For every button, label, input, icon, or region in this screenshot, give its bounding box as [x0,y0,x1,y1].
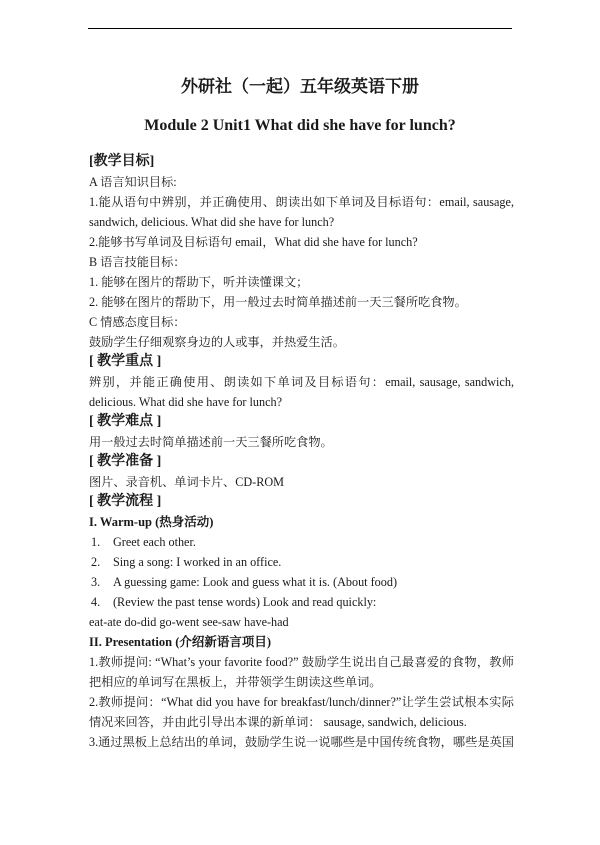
objective-b2: 2. 能够在图片的帮助下，用一般过去时简单描述前一天三餐所吃食物。 [89,295,467,309]
warmup-heading: I. Warm-up (热身活动) [89,515,214,529]
objective-b-label: B 语言技能目标： [89,255,186,269]
key-points-line2: delicious. What did she have for lunch? [89,395,283,409]
warmup-item-4-number: 4. [91,595,101,609]
warmup-item-3 [89,572,514,592]
objectives-heading: [教学目标] [89,154,155,169]
objective-c-label: C 情感态度目标： [89,315,186,329]
presentation-1-line2: 把相应的单词写在黑板上，并带领学生朗读这些单词。 [89,675,382,689]
presentation-2-line2: 情况来回答，并由此引导出本课的新单词： sausage, sandwich, delicious. [89,715,467,729]
objective-a1-line2: sandwich, delicious. What did she have for lunch? [89,215,335,229]
warmup-item-1-text: Greet each other. [113,535,196,549]
warmup-item-1-number: 1. [91,535,101,549]
difficult-points-heading: [ 教学难点 ] [89,414,162,429]
warmup-item-3-text: A guessing game: Look and guess what it is. (About food) [113,575,398,589]
objective-c1: 鼓励学生仔细观察身边的人或事，并热爱生活。 [89,335,345,349]
preparation-heading: [ 教学准备 ] [89,454,162,469]
warmup-item-1 [89,532,514,552]
warmup-item-2 [89,552,514,572]
warmup-item-3-number: 3. [91,575,101,589]
preparation-line1: 图片、录音机、单词卡片、CD-ROM [89,475,285,489]
presentation-1-line1: 1.教师提问: “What’s your favorite food?” 鼓励学生说出自己最喜爱的食物，教师 [89,655,514,669]
key-points-heading: [ 教学重点 ] [89,354,162,369]
presentation-2-line1: 2.教师提问：“What did you have for breakfast/lunch/dinner?”让学生尝试根本实际 [89,695,514,709]
objective-a2: 2.能够书写单词及目标语句 email，What did she have for lunch? [89,235,418,249]
key-points-line1: 辨别，并能正确使用、朗读如下单词及目标语句：email, sausage, sandwich, [89,375,514,389]
page-title: 外研社（一起）五年级英语下册 [181,77,419,96]
difficult-points-line1: 用一般过去时简单描述前一天三餐所吃食物。 [89,435,333,449]
warmup-item-4-words: eat-ate do-did go-went see-saw have-had [89,615,289,629]
top-rule [88,28,512,29]
warmup-item-2-number: 2. [91,555,101,569]
warmup-item-2-text: Sing a song: I worked in an office. [113,555,282,569]
presentation-3-line1: 3.通过黑板上总结出的单词，鼓励学生说一说哪些是中国传统食物，哪些是英国 [89,735,514,749]
process-heading: [ 教学流程 ] [89,494,162,509]
objective-a-label: A 语言知识目标: [89,175,177,189]
warmup-item-4 [89,592,514,612]
unit-title: Module 2 Unit1 What did she have for lunch? [144,117,456,134]
warmup-item-4-text: (Review the past tense words) Look and read quickly: [113,595,377,609]
objective-b1: 1. 能够在图片的帮助下，听并读懂课文； [89,275,309,289]
presentation-heading: II. Presentation (介绍新语言项目) [89,635,272,649]
objective-a1-line1: 1.能从语句中辨别，并正确使用、朗读出如下单词及目标语句：email, sausage, [89,195,514,209]
lesson-body [89,152,514,752]
